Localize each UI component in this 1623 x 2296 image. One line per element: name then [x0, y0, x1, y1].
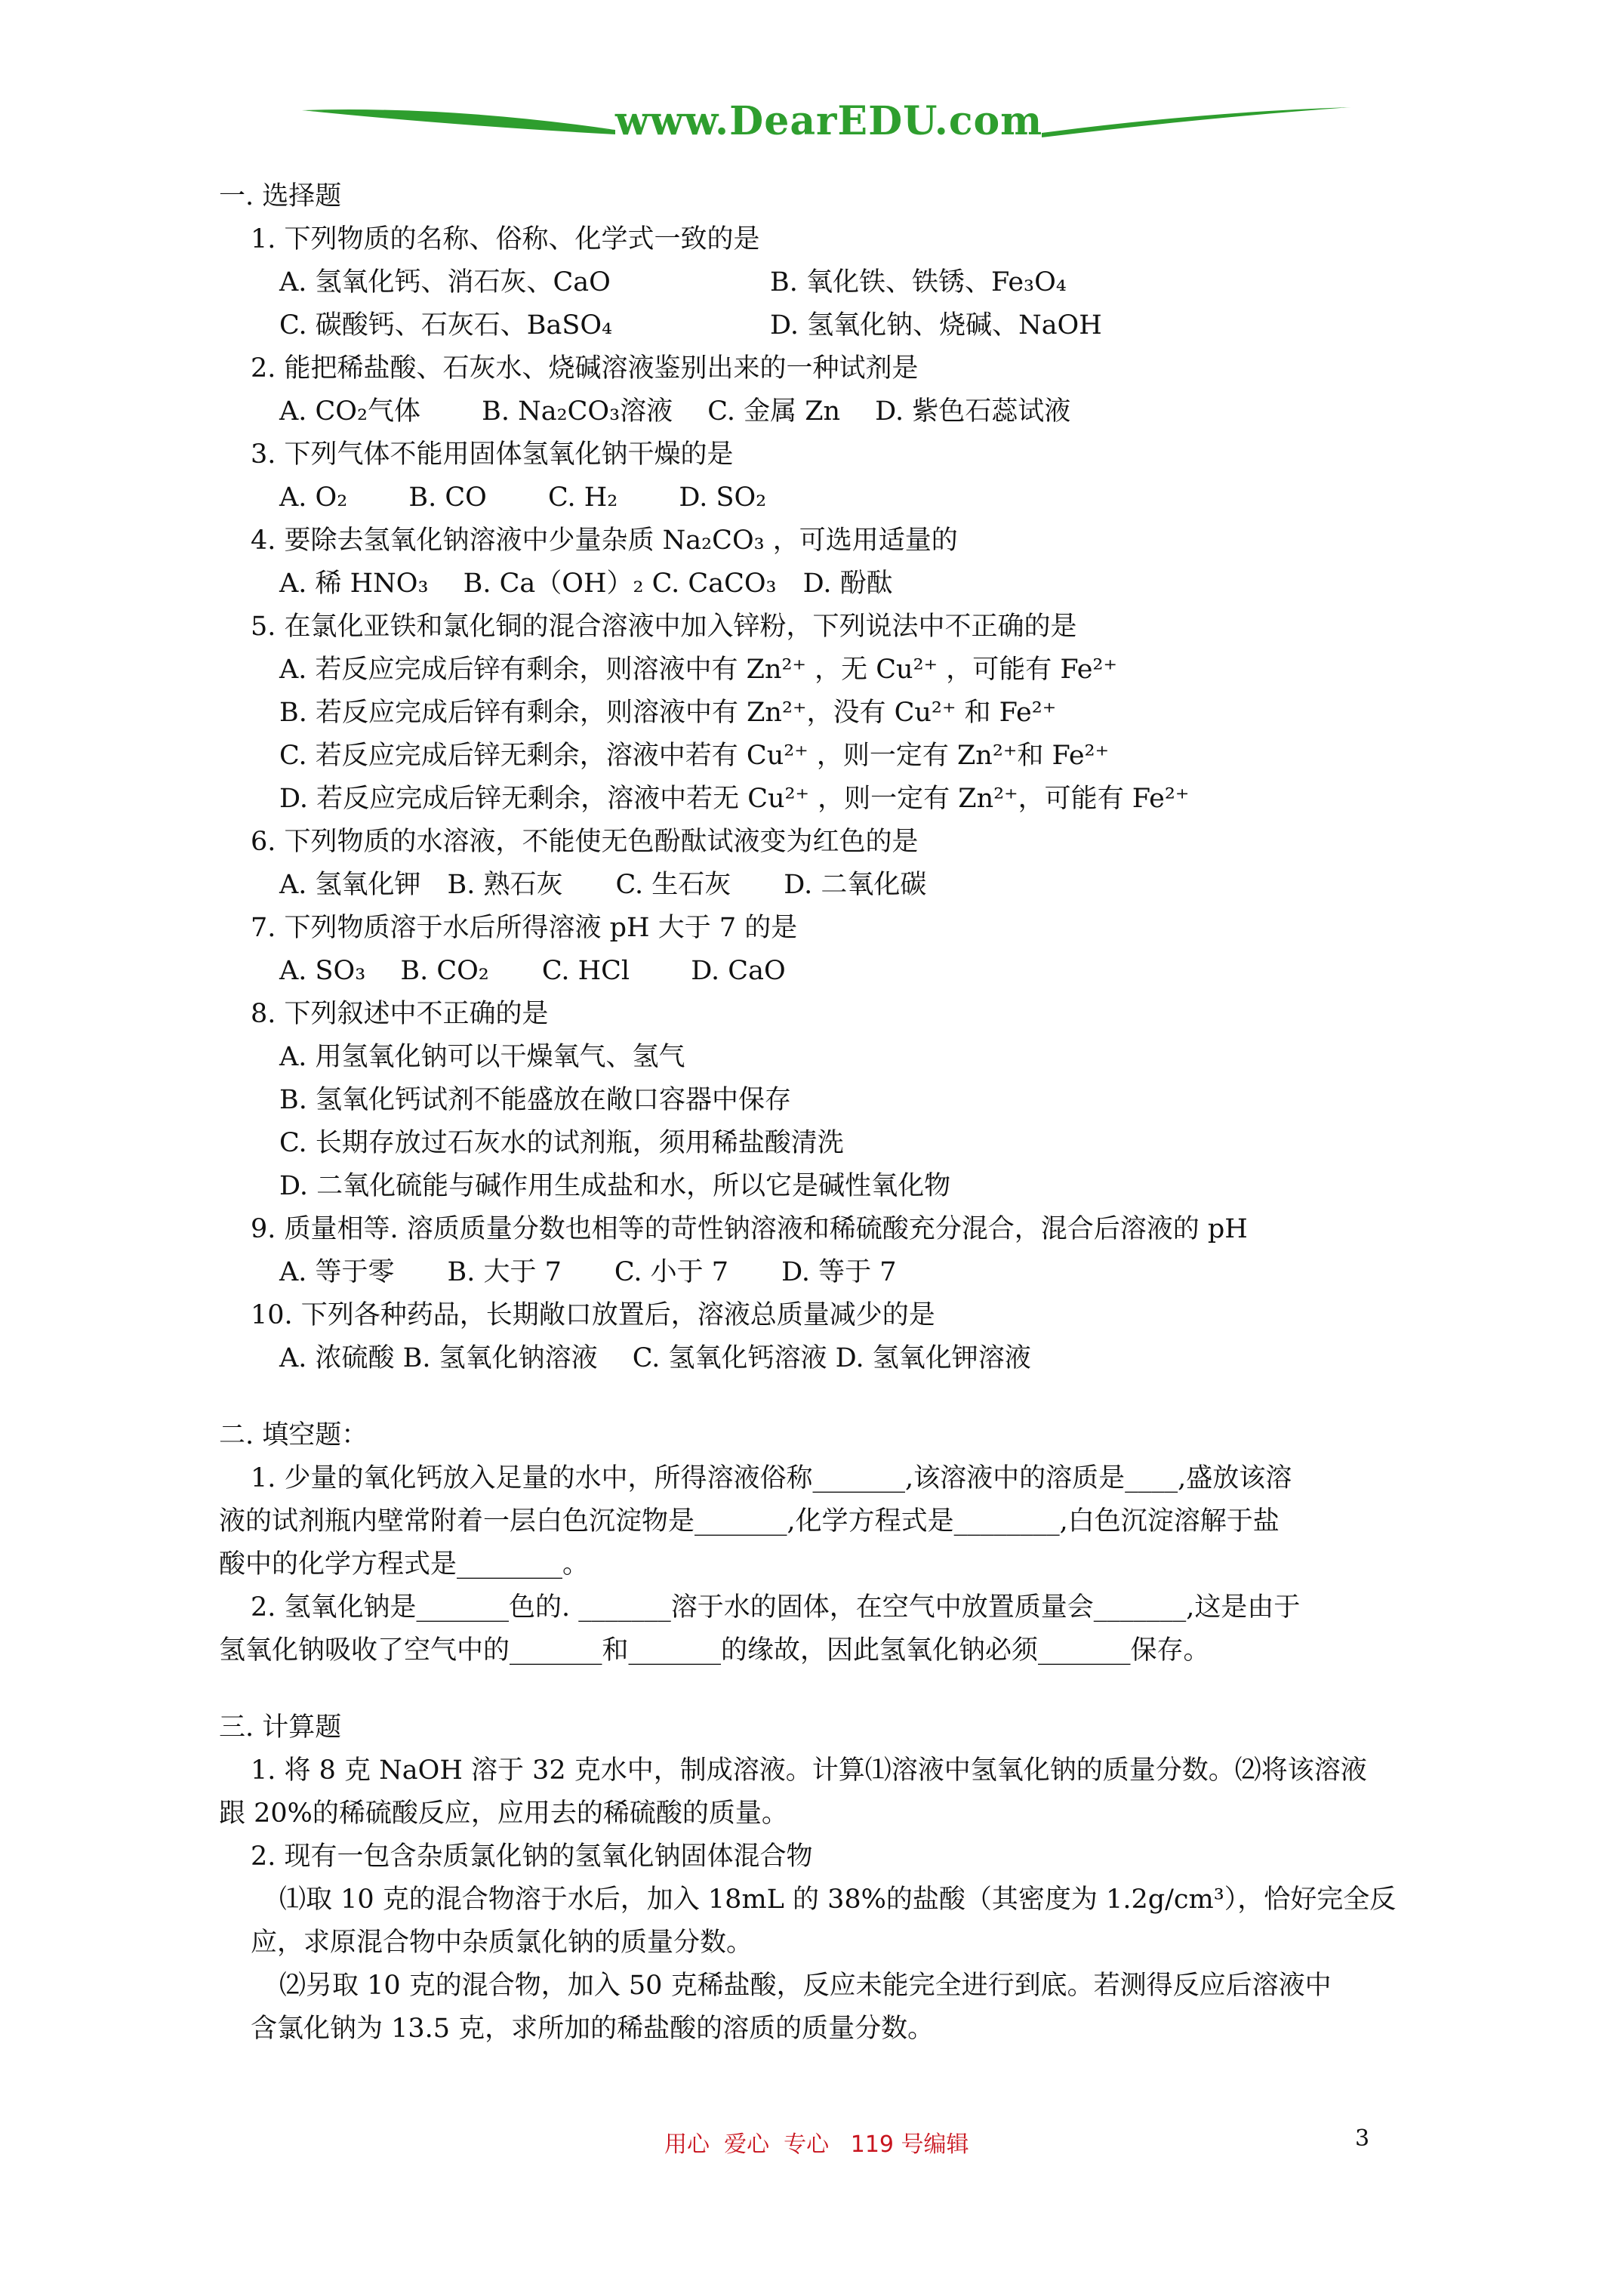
- footer-slogan: 用心 爱心 专心 119 号编辑: [664, 2131, 969, 2158]
- calc-2-line-1: 2. 现有一包含杂质氯化钠的氢氧化钠固体混合物: [251, 1841, 813, 1872]
- question-3: 3. 下列气体不能用固体氢氧化钠干燥的是: [251, 439, 734, 470]
- q10-options: A. 浓硫酸 B. 氢氧化钠溶液 C. 氢氧化钙溶液 D. 氢氧化钾溶液: [279, 1343, 1031, 1373]
- q1-option-d: D. 氢氧化钠、烧碱、NaOH: [770, 310, 1102, 341]
- section-3-title: 三. 计算题: [219, 1712, 342, 1743]
- fill-1-line-3: 酸中的化学方程式是________。: [219, 1549, 590, 1579]
- q6-options: A. 氢氧化钾 B. 熟石灰 C. 生石灰 D. 二氧化碳: [279, 870, 927, 900]
- q1-option-a: A. 氢氧化钙、消石灰、CaO: [279, 267, 611, 297]
- page-footer: [0, 2125, 1623, 2171]
- q5-option-b: B. 若反应完成后锌有剩余，则溶液中有 Zn²⁺，没有 Cu²⁺ 和 Fe²⁺: [279, 698, 1057, 728]
- page-header: [298, 91, 1355, 151]
- question-6: 6. 下列物质的水溶液，不能使无色酚酞试液变为红色的是: [251, 827, 919, 857]
- q9-options: A. 等于零 B. 大于 7 C. 小于 7 D. 等于 7: [279, 1257, 897, 1287]
- question-5: 5. 在氯化亚铁和氯化铜的混合溶液中加入锌粉，下列说法中不正确的是: [251, 612, 1077, 642]
- q1-option-b: B. 氧化铁、铁锈、Fe₃O₄: [770, 267, 1067, 297]
- q8-option-d: D. 二氧化硫能与碱作用生成盐和水，所以它是碱性氧化物: [279, 1171, 951, 1201]
- fill-2-line-2: 氢氧化钠吸收了空气中的_______和_______的缘故，因此氢氧化钠必须_______保存。: [219, 1635, 1210, 1666]
- page-number: 3: [1355, 2125, 1370, 2152]
- question-8: 8. 下列叙述中不正确的是: [251, 999, 549, 1029]
- calc-1-line-2: 跟 20%的稀硫酸反应，应用去的稀硫酸的质量。: [219, 1798, 788, 1829]
- q8-option-c: C. 长期存放过石灰水的试剂瓶，须用稀盐酸清洗: [279, 1128, 844, 1158]
- calc-2-part-2-line-1: ⑵另取 10 克的混合物，加入 50 克稀盐酸，反应未能完全进行到底。若测得反应后溶液中: [279, 1971, 1332, 2001]
- q2-options: A. CO₂气体 B. Na₂CO₃溶液 C. 金属 Zn D. 紫色石蕊试液: [279, 396, 1071, 427]
- calc-2-part-1-line-1: ⑴取 10 克的混合物溶于水后，加入 18mL 的 38%的盐酸（其密度为 1.2g/cm³），恰好完全反: [279, 1885, 1397, 1915]
- q5-option-c: C. 若反应完成后锌无剩余，溶液中若有 Cu²⁺ ，则一定有 Zn²⁺和 Fe²⁺: [279, 741, 1110, 771]
- site-logo: www.DearEDU.com: [615, 98, 1043, 144]
- q8-option-b: B. 氢氧化钙试剂不能盛放在敞口容器中保存: [279, 1085, 791, 1115]
- q4-options: A. 稀 HNO₃ B. Ca（OH）₂ C. CaCO₃ D. 酚酞: [279, 569, 893, 599]
- question-9: 9. 质量相等. 溶质质量分数也相等的苛性钠溶液和稀硫酸充分混合，混合后溶液的 pH: [251, 1214, 1248, 1244]
- section-1-title: 一. 选择题: [219, 181, 342, 211]
- question-7: 7. 下列物质溶于水后所得溶液 pH 大于 7 的是: [251, 913, 798, 943]
- q5-option-d: D. 若反应完成后锌无剩余，溶液中若无 Cu²⁺ ，则一定有 Zn²⁺，可能有 Fe²⁺: [279, 784, 1190, 814]
- question-1: 1. 下列物质的名称、俗称、化学式一致的是: [251, 224, 760, 254]
- q3-options: A. O₂ B. CO C. H₂ D. SO₂: [279, 482, 767, 513]
- calc-2-part-2-line-2: 含氯化钠为 13.5 克，求所加的稀盐酸的溶质的质量分数。: [251, 2014, 935, 2044]
- q1-option-c: C. 碳酸钙、石灰石、BaSO₄: [279, 310, 613, 341]
- q5-option-a: A. 若反应完成后锌有剩余，则溶液中有 Zn²⁺ ，无 Cu²⁺ ，可能有 Fe²⁺: [279, 655, 1117, 685]
- question-4: 4. 要除去氢氧化钠溶液中少量杂质 Na₂CO₃ ，可选用适量的: [251, 525, 958, 556]
- fill-1-line-2: 液的试剂瓶内壁常附着一层白色沉淀物是_______,化学方程式是________,白色沉淀溶解于盐: [219, 1506, 1280, 1536]
- exam-content: [219, 175, 1427, 2051]
- q7-options: A. SO₃ B. CO₂ C. HCl D. CaO: [279, 956, 786, 986]
- question-10: 10. 下列各种药品，长期敞口放置后，溶液总质量减少的是: [251, 1300, 935, 1330]
- fill-2-line-1: 2. 氢氧化钠是_______色的. _______溶于水的固体，在空气中放置质量会_______,这是由于: [251, 1592, 1301, 1623]
- calc-2-part-1-line-2: 应，求原混合物中杂质氯化钠的质量分数。: [251, 1928, 753, 1958]
- section-2-title: 二. 填空题：: [219, 1420, 368, 1450]
- calc-1-line-1: 1. 将 8 克 NaOH 溶于 32 克水中，制成溶液。计算⑴溶液中氢氧化钠的质量分数。⑵将该溶液: [251, 1755, 1367, 1786]
- q8-option-a: A. 用氢氧化钠可以干燥氧气、氢气: [279, 1042, 685, 1072]
- question-2: 2. 能把稀盐酸、石灰水、烧碱溶液鉴别出来的一种试剂是: [251, 353, 919, 384]
- fill-1-line-1: 1. 少量的氧化钙放入足量的水中，所得溶液俗称_______,该溶液中的溶质是____,盛放该溶: [251, 1463, 1292, 1493]
